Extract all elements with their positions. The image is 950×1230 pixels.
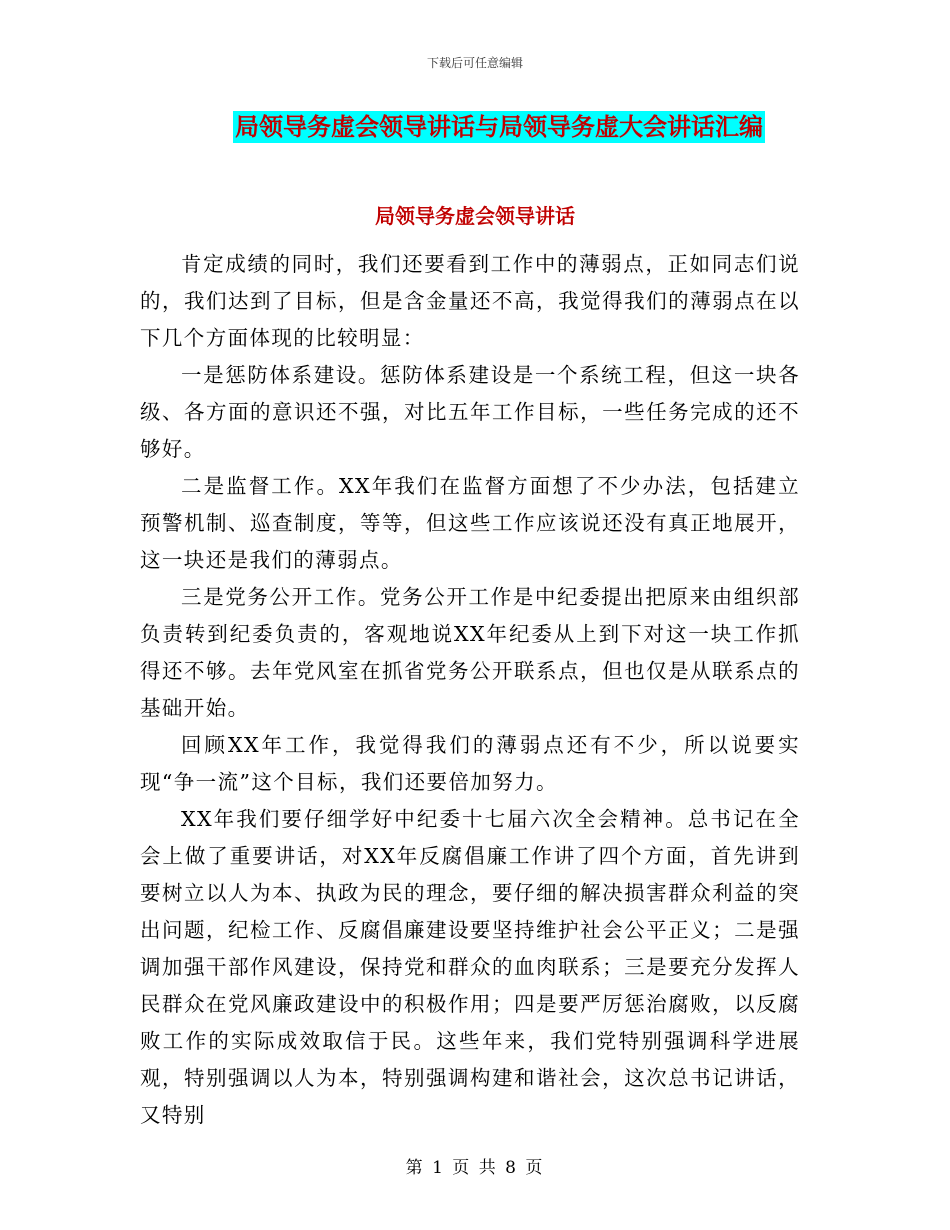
document-title-wrap xyxy=(0,111,950,143)
page-number-label: 第 1 页 共 8 页 xyxy=(405,1158,545,1178)
paragraph: 一是惩防体系建设。惩防体系建设是一个系统工程，但这一块各级、各方面的意识还不强，对比五年工作目标，一些任务完成的还不够好。 xyxy=(140,363,800,461)
paragraph: 三是党务公开工作。党务公开工作是中纪委提出把原来由组织部负责转到纪委负责的，客观地说XX年纪委从上到下对这一块工作抓得还不够。去年党风室在抓省党务公开联系点，但也仅是从联系点的基础开始。 xyxy=(140,585,800,720)
body-text xyxy=(140,246,800,1134)
paragraph: 回顾XX年工作，我觉得我们的薄弱点还有不少，所以说要实现“争一流”这个目标，我们还要倍加努力。 xyxy=(140,733,800,794)
section-title: 局领导务虚会领导讲话 xyxy=(375,204,575,228)
header-note: 下载后可任意编辑 xyxy=(426,56,523,70)
paragraph: 肯定成绩的同时，我们还要看到工作中的薄弱点，正如同志们说的，我们达到了目标，但是含金量还不高，我觉得我们的薄弱点在以下几个方面体现的比较明显： xyxy=(140,252,800,350)
document-title: 局领导务虚会领导讲话与局领导务虚大会讲话汇编 xyxy=(235,113,763,141)
paragraph: 二是监督工作。XX年我们在监督方面想了不少办法，包括建立预警机制、巡查制度，等等，但这些工作应该说还没有真正地展开，这一块还是我们的薄弱点。 xyxy=(140,474,800,572)
page-footer xyxy=(0,1153,950,1178)
paragraph: XX年我们要仔细学好中纪委十七届六次全会精神。总书记在全会上做了重要讲话，对XX年反腐倡廉工作讲了四个方面，首先讲到要树立以人为本、执政为民的理念，要仔细的解决损害群众利益的突出问题，纪检工作、反腐倡廉建设要坚持维护社会公平正义；二是强调加强干部作风建设，保持党和群众的血肉联系；三是要充分发挥人民群众在党风廉政建设中的积极作用；四是要严厉惩治腐败，以反腐败工作的实际成效取信于民。这些年来，我们党特别强调科学进展观，特别强调以人为本，特别强调构建和谐社会，这次总书记讲话，又特别 xyxy=(140,807,800,1127)
